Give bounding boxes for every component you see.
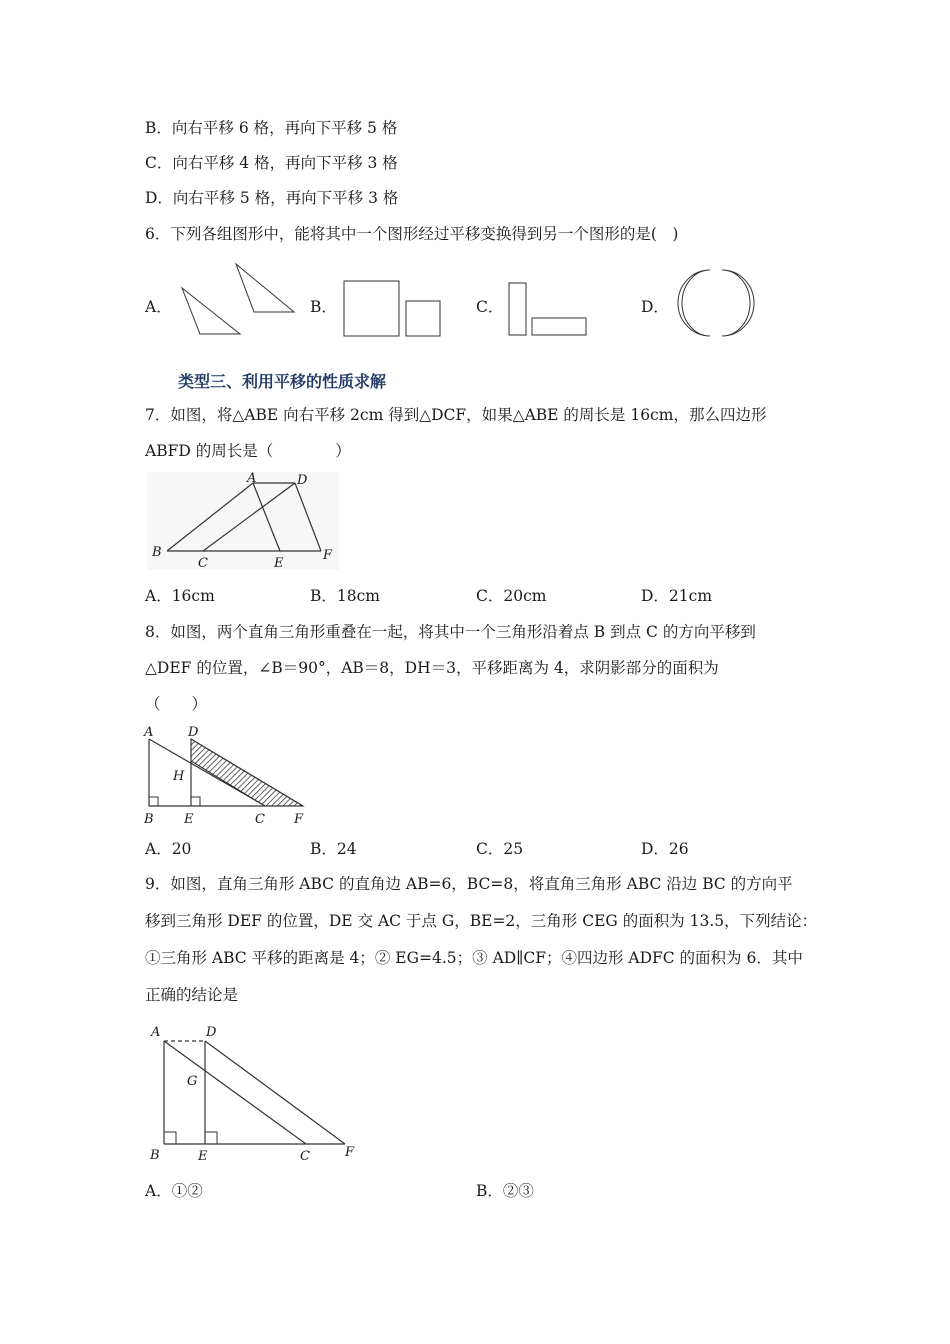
label-F: F [345, 1145, 355, 1160]
q6-stem: 6．下列各组图形中，能将其中一个图形经过平移变换得到另一个图形的是( ) [145, 225, 679, 243]
right-angle-B [164, 1132, 176, 1144]
label-C: C [198, 556, 208, 571]
label-D: D [297, 473, 308, 488]
label-C: C [255, 812, 265, 827]
q7-option-d: D．21cm [641, 587, 713, 605]
label-E: E [198, 1149, 208, 1164]
q8-stem-line2: △DEF 的位置，∠B＝90°，AB＝8，DH＝3，平移距离为 4，求阴影部分的面积为 [145, 659, 719, 677]
q6-figure-b [343, 280, 443, 338]
label-E: E [184, 812, 194, 827]
label-F: F [294, 812, 304, 827]
label-E: E [274, 556, 284, 571]
right-angle-E [191, 797, 200, 806]
crescent-right [722, 270, 754, 336]
label-B: B [150, 1148, 160, 1163]
q9-stem-line2: 移到三角形 DEF 的位置，DE 交 AC 于点 G，BE=2，三角形 CEG 的面积为 13.5，下列结论： [145, 912, 818, 930]
triangle-left [182, 288, 240, 334]
q9-figure [140, 1018, 370, 1164]
label-H: H [173, 769, 185, 784]
q8-figure [140, 722, 340, 830]
q9-option-b: B．②③ [476, 1182, 534, 1200]
segment-DF [205, 1041, 345, 1144]
q6-option-d-label: D． [641, 298, 669, 316]
q5-option-b: B．向右平移 6 格，再向下平移 5 格 [145, 119, 398, 137]
q6-figure-a [180, 262, 300, 337]
q8-option-a: A．20 [145, 840, 192, 858]
q7-stem-line1: 7．如图，将△ABE 向右平移 2cm 得到△DCF，如果△ABE 的周长是 16cm，那么四边形 [145, 406, 767, 424]
section-title: 类型三、利用平移的性质求解 [178, 372, 387, 391]
q8-option-d: D．26 [641, 840, 689, 858]
label-B: B [144, 812, 154, 827]
q7-option-a: A．16cm [145, 587, 215, 605]
q8-option-b: B．24 [310, 840, 357, 858]
q9-stem-line1: 9．如图，直角三角形 ABC 的直角边 AB=6，BC=8，将直角三角形 ABC 沿边 BC 的方向平 [145, 875, 793, 893]
q5-option-d: D．向右平移 5 格，再向下平移 3 格 [145, 189, 399, 207]
label-C: C [300, 1149, 310, 1164]
label-A: A [247, 471, 257, 486]
q6-option-a-label: A． [145, 298, 172, 316]
q5-option-c: C．向右平移 4 格，再向下平移 3 格 [145, 154, 398, 172]
triangle-right [236, 264, 294, 312]
q8-option-c: C．25 [476, 840, 524, 858]
q7-figure [145, 470, 345, 575]
q6-option-c-label: C． [476, 298, 504, 316]
label-B: B [152, 545, 162, 560]
label-A: A [151, 1025, 161, 1040]
q6-option-b-label: B． [310, 298, 337, 316]
q7-stem-line2: ABFD 的周长是（ ） [145, 442, 351, 460]
rect-horizontal [532, 318, 586, 335]
q7-option-c: C．20cm [476, 587, 547, 605]
label-G: G [187, 1074, 198, 1089]
q9-stem-line3: ①三角形 ABC 平移的距离是 4；② EG=4.5；③ AD∥CF；④四边形 ADFC 的面积为 6．其中 [145, 949, 803, 967]
q8-stem-line1: 8．如图，两个直角三角形重叠在一起，将其中一个三角形沿着点 B 到点 C 的方向平移到 [145, 623, 756, 641]
q6-figure-c [508, 282, 590, 338]
q8-stem-line3: （ ） [145, 695, 208, 713]
label-D: D [206, 1025, 217, 1040]
q9-option-a: A．①② [145, 1182, 203, 1200]
label-F: F [323, 548, 333, 563]
square-large [344, 281, 399, 336]
q7-option-b: B．18cm [310, 587, 380, 605]
segment-AC [164, 1041, 306, 1144]
rect-vertical [509, 283, 526, 335]
q9-stem-line4: 正确的结论是 [145, 986, 239, 1004]
crescent-left [678, 270, 710, 336]
right-angle-E [205, 1132, 217, 1144]
label-D: D [188, 725, 199, 740]
square-small [406, 301, 440, 336]
label-A: A [144, 725, 154, 740]
q6-figure-d [674, 268, 758, 338]
right-angle-B [149, 797, 158, 806]
